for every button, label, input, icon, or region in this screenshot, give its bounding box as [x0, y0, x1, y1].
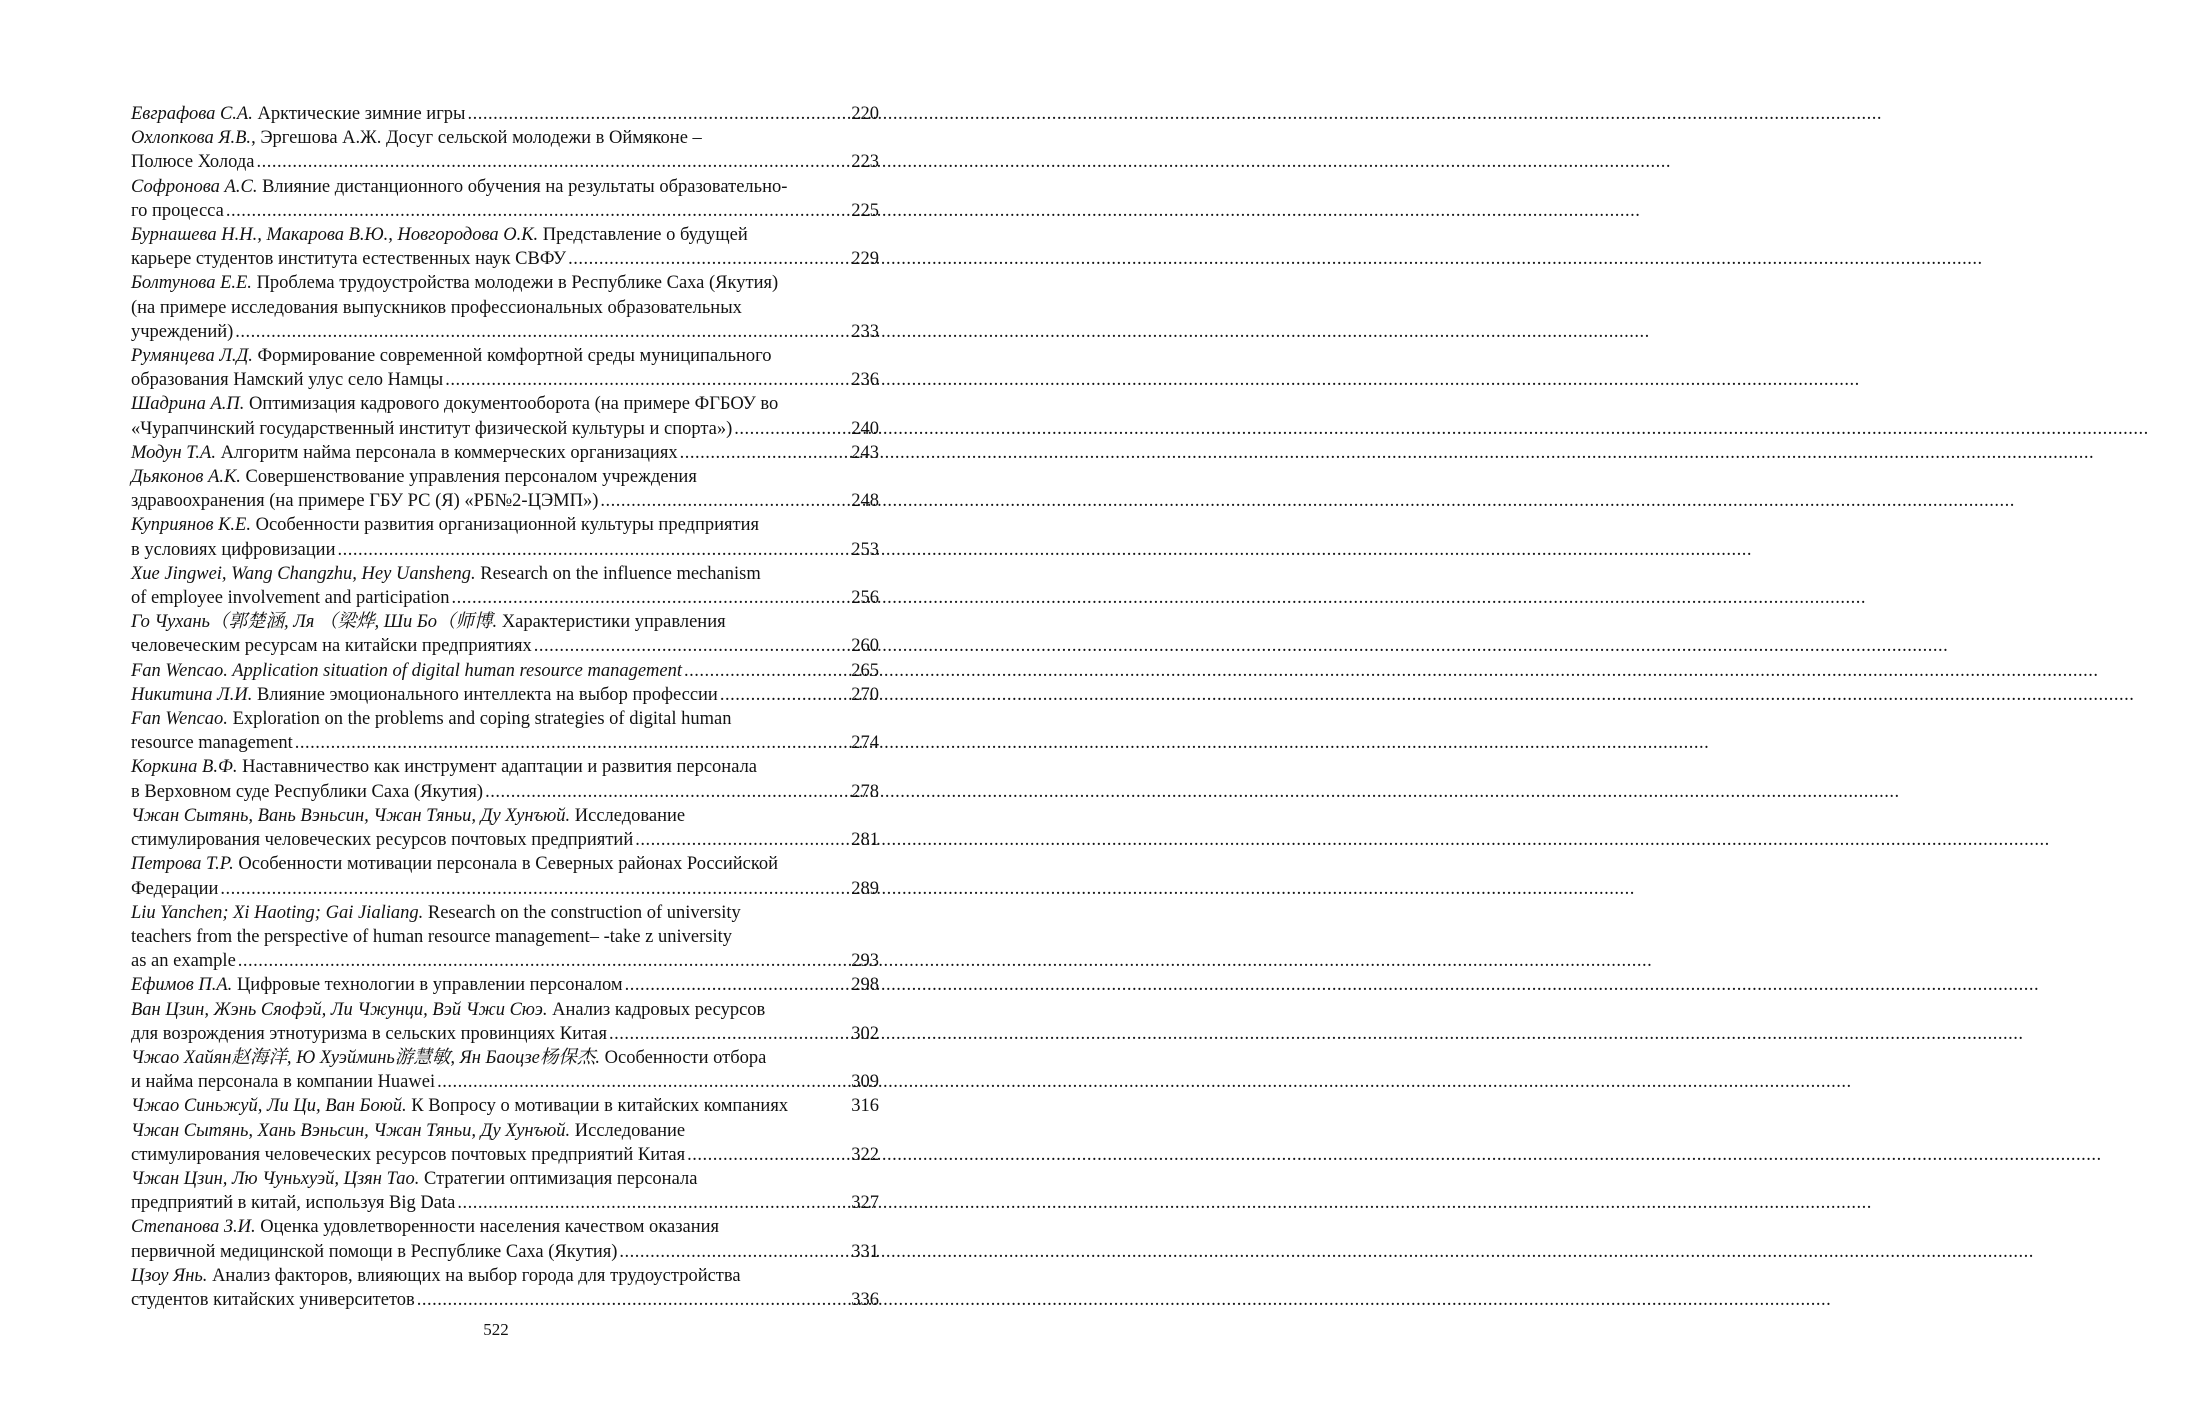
toc-entry-text: [131, 634, 532, 658]
toc-entry-authors: Модун Т.А.: [131, 442, 216, 463]
toc-entry-title: Арктические зимние игры: [252, 104, 466, 124]
toc-entry-title: (на примере исследования выпускников профессиональных образовательных: [131, 297, 742, 318]
toc-entry-last-line: [131, 634, 879, 658]
dot-leader: [337, 538, 849, 562]
dot-leader: [295, 731, 849, 755]
toc-entry-authors: Xue Jingwei, Wang Changzhu, Hey Uansheng.: [131, 563, 476, 584]
toc-entry-title: студентов китайских университетов: [131, 1289, 415, 1310]
toc-entry-title: Research on the influence mechanism: [475, 563, 761, 584]
toc-entry-text: [131, 1288, 415, 1312]
dot-leader: [467, 102, 849, 126]
dot-leader: [457, 1191, 849, 1215]
toc-entry-last-line: [131, 538, 879, 562]
toc-entry-page: 293: [851, 951, 879, 972]
toc-entry-authors: Шадрина А.П.: [131, 394, 245, 415]
table-of-contents: [131, 102, 879, 1312]
dot-leader: [635, 828, 849, 852]
dot-leader: [734, 417, 849, 441]
toc-entry-text: [131, 1143, 685, 1167]
toc-entry: [131, 126, 879, 174]
toc-entry-page: 253: [851, 539, 879, 560]
toc-entry-authors: Чжан Сытянь, Хань Вэньсин, Чжан Тяньи, Ду Хунъюй.: [131, 1120, 571, 1141]
toc-entry-title: первичной медицинской помощи в Республике Саха (Якутия): [131, 1241, 618, 1262]
toc-entry-authors: Liu Yanchen; Xi Haoting; Gai Jialiang.: [131, 902, 424, 923]
toc-entry-title: Особенности отбора: [600, 1047, 767, 1068]
toc-entry-title: Особенности мотивации персонала в Северных районах Российской: [233, 854, 779, 875]
toc-entry-page: 248: [851, 491, 879, 512]
toc-entry-title: Цифровые технологии в управлении персоналом: [232, 975, 623, 996]
toc-entry-last-line: [131, 683, 879, 707]
toc-entry-title: of employee involvement and participation: [131, 588, 450, 609]
toc-entry-title: в условиях цифровизации: [131, 539, 336, 560]
toc-entry-authors: Никитина Л.И.: [131, 684, 253, 705]
toc-entry-last-line: [131, 877, 879, 901]
toc-entry-text: [131, 320, 233, 344]
toc-entry-page: 240: [851, 418, 879, 439]
toc-entry-last-line: [131, 1094, 879, 1118]
toc-entry-last-line: [131, 150, 879, 174]
toc-entry-text: [131, 417, 732, 441]
toc-entry-authors: Охлопкова Я.В.: [131, 128, 252, 149]
toc-entry-page: 302: [851, 1023, 879, 1044]
dot-leader: [226, 199, 849, 223]
toc-entry-line: [131, 1215, 879, 1239]
toc-entry-page: 309: [851, 1072, 879, 1093]
toc-entry-title: К Вопросу о мотивации в китайских компаниях: [406, 1096, 789, 1117]
toc-entry-page: 289: [851, 878, 879, 899]
toc-entry-line: [131, 1264, 879, 1288]
toc-entry-title: Наставничество как инструмент адаптации и развития персонала: [237, 757, 758, 778]
dot-leader: [720, 683, 849, 707]
toc-entry-authors: Ефимов П.А.: [131, 975, 233, 996]
toc-entry-page: 298: [851, 975, 879, 996]
toc-entry: [131, 683, 879, 707]
toc-entry: [131, 755, 879, 803]
toc-entry: [131, 1215, 879, 1263]
toc-entry-text: [131, 1240, 617, 1264]
dot-leader: [445, 368, 849, 392]
toc-entry-title: teachers from the perspective of human resource management– -take z university: [131, 926, 732, 947]
toc-entry: [131, 610, 879, 658]
toc-entry-page: 233: [851, 321, 879, 342]
dot-leader: [238, 949, 849, 973]
toc-entry-title: Проблема трудоустройства молодежи в Республике Саха (Якутия): [251, 273, 779, 294]
toc-entry: [131, 973, 879, 997]
toc-entry-page: 336: [851, 1289, 879, 1310]
toc-entry-last-line: [131, 780, 879, 804]
toc-entry-page: 327: [851, 1193, 879, 1214]
toc-entry-title: Особенности развития организационной культуры предприятия: [250, 515, 760, 536]
toc-entry-title: в Верховном суде Республики Саха (Якутия): [131, 781, 484, 802]
toc-entry-title: учреждений): [131, 321, 234, 342]
toc-entry-line: [131, 175, 879, 199]
toc-entry-text: [131, 1070, 435, 1094]
toc-entry-last-line: [131, 417, 879, 441]
toc-entry-title: образования Намский улус село Намцы: [131, 370, 444, 391]
toc-entry-authors: Коркина В.Ф.: [131, 757, 238, 778]
toc-entry-page: 331: [851, 1241, 879, 1262]
toc-entry-last-line: [131, 1288, 879, 1312]
toc-entry-title: стимулирования человеческих ресурсов почтовых предприятий Китая: [131, 1144, 686, 1165]
toc-entry: [131, 804, 879, 852]
toc-entry-last-line: [131, 1070, 879, 1094]
toc-entry: [131, 852, 879, 900]
toc-entry: [131, 513, 879, 561]
toc-entry-last-line: [131, 973, 879, 997]
toc-entry: [131, 271, 879, 344]
toc-entry-title: Исследование: [570, 805, 686, 826]
toc-entry-text: [131, 683, 718, 707]
toc-entry-title: для возрождения этнотуризма в сельских провинциях Китая: [131, 1023, 608, 1044]
toc-entry-text: [131, 828, 633, 852]
toc-entry-title: и найма персонала в компании Huawei: [131, 1072, 436, 1093]
toc-entry: [131, 392, 879, 440]
toc-entry-text: [131, 102, 465, 126]
toc-entry-last-line: [131, 586, 879, 610]
toc-entry-page: 260: [851, 636, 879, 657]
dot-leader: [600, 489, 849, 513]
toc-entry-title: Совершенствование управления персоналом учреждения: [240, 467, 697, 488]
toc-entry-page: 316: [851, 1096, 879, 1117]
toc-entry: [131, 901, 879, 974]
dot-leader: [568, 247, 849, 271]
toc-entry-title: Анализ кадровых ресурсов: [547, 999, 766, 1020]
toc-entry-title: , Эргешова А.Ж. Досуг сельской молодежи в Оймяконе –: [251, 128, 702, 149]
dot-leader: [619, 1240, 849, 1264]
toc-entry-authors: Румянцева Л.Д.: [131, 346, 253, 367]
toc-entry-page: 281: [851, 830, 879, 851]
dot-leader: [625, 973, 850, 997]
toc-entry-title: Стратегии оптимизация персонала: [419, 1168, 698, 1189]
toc-entry: [131, 175, 879, 223]
dot-leader: [256, 150, 849, 174]
toc-entry-last-line: [131, 368, 879, 392]
toc-entry-page: 220: [851, 104, 879, 124]
dot-leader: [609, 1022, 849, 1046]
toc-entry-authors: Чжао Хайян赵海洋, Ю Хуэйминь游慧敏, Ян Баоцзе杨保杰.: [131, 1047, 600, 1068]
toc-entry-title: го процесса: [131, 200, 224, 221]
toc-entry: [131, 1094, 879, 1118]
toc-entry-last-line: [131, 828, 879, 852]
toc-entry-authors: Софронова А.С.: [131, 176, 258, 197]
toc-entry-line: [131, 344, 879, 368]
dot-leader: [485, 780, 849, 804]
toc-entry-text: [131, 586, 450, 610]
toc-entry-text: [131, 1191, 455, 1215]
toc-entry-authors: Ван Цзин, Жэнь Сяофэй, Ли Чжунци, Вэй Чжи Сюэ.: [131, 999, 548, 1020]
toc-entry-page: 278: [851, 781, 879, 802]
dot-leader: [687, 1143, 849, 1167]
toc-entry: [131, 1046, 879, 1094]
toc-entry-authors: Чжан Сытянь, Вань Вэньсин, Чжан Тяньи, Ду Хунъюй.: [131, 805, 571, 826]
toc-entry: [131, 102, 879, 126]
toc-entry-page: 223: [851, 152, 879, 173]
toc-entry-title: Влияние эмоционального интеллекта на выбор профессии: [252, 684, 718, 705]
toc-entry: [131, 465, 879, 513]
toc-entry-last-line: [131, 1022, 879, 1046]
toc-entry: [131, 441, 879, 465]
toc-entry-title: Анализ факторов, влияющих на выбор города для трудоустройства: [207, 1265, 741, 1286]
toc-entry: [131, 707, 879, 755]
toc-entry-last-line: [131, 1143, 879, 1167]
toc-entry-last-line: [131, 659, 879, 683]
toc-entry-page: 322: [851, 1144, 879, 1165]
toc-entry-title: Exploration on the problems and coping strategies of digital human: [227, 709, 732, 730]
toc-entry-title: Представление о будущей: [538, 225, 748, 246]
toc-entry-title: «Чурапчинский государственный институт физической культуры и спорта»): [131, 418, 733, 439]
toc-entry-title: стимулирования человеческих ресурсов почтовых предприятий: [131, 830, 634, 851]
toc-entry-title: предприятий в китай, используя Big Data: [131, 1193, 456, 1214]
toc-entry-last-line: [131, 102, 879, 126]
toc-entry-title: здравоохранения (на примере ГБУ РС (Я) «РБ№2-ЦЭМП»): [131, 491, 599, 512]
toc-entry-text: [131, 368, 443, 392]
toc-entry-last-line: [131, 731, 879, 755]
toc-entry-line: [131, 925, 879, 949]
toc-entry-page: 229: [851, 249, 879, 270]
toc-entry-title: Влияние дистанционного обучения на результаты образовательно-: [257, 176, 788, 197]
toc-entry-page: 243: [851, 442, 879, 463]
toc-entry: [131, 998, 879, 1046]
toc-entry-title: Алгоритм найма персонала в коммерческих организациях: [215, 442, 678, 463]
toc-entry-last-line: [131, 441, 879, 465]
toc-entry-title: as an example: [131, 951, 236, 972]
toc-entry-authors: Fan Wencao.: [131, 709, 228, 730]
toc-entry-text: [131, 538, 335, 562]
toc-entry-text: [131, 877, 218, 901]
toc-entry-authors: Степанова З.И.: [131, 1217, 256, 1238]
toc-entry-line: [131, 271, 879, 295]
dot-leader: [684, 659, 849, 683]
toc-entry-page: 265: [851, 660, 879, 681]
toc-entry-text: [131, 949, 236, 973]
toc-entry-page: 270: [851, 684, 879, 705]
toc-entry-last-line: [131, 1191, 879, 1215]
toc-entry-authors: Петрова Т.Р.: [131, 854, 234, 875]
toc-entry-line: [131, 562, 879, 586]
document-page: [0, 0, 992, 1417]
toc-entry-last-line: [131, 320, 879, 344]
toc-entry-last-line: [131, 489, 879, 513]
toc-entry: [131, 659, 879, 683]
toc-entry-line: [131, 998, 879, 1022]
toc-entry-text: [131, 489, 598, 513]
page-number: 522: [483, 1320, 509, 1339]
toc-entry-line: [131, 755, 879, 779]
toc-entry: [131, 562, 879, 610]
dot-leader: [417, 1288, 849, 1312]
toc-entry-text: [131, 659, 682, 683]
toc-entry-title: Оценка удовлетворенности населения качеством оказания: [255, 1217, 720, 1238]
toc-entry-title: человеческим ресурсам на китайски предприятиях: [131, 636, 532, 657]
toc-entry-text: [131, 973, 623, 997]
toc-entry-line: [131, 392, 879, 416]
toc-entry-last-line: [131, 1240, 879, 1264]
toc-entry-line: [131, 1167, 879, 1191]
toc-entry-line: [131, 610, 879, 634]
toc-entry-authors: Fan Wencao. Application situation of digital human resource management: [131, 660, 683, 681]
toc-entry-last-line: [131, 199, 879, 223]
toc-entry-title: resource management: [131, 733, 293, 754]
toc-entry-line: [131, 804, 879, 828]
toc-entry-authors: Цзоу Янь.: [131, 1265, 208, 1286]
toc-entry-page: 274: [851, 733, 879, 754]
toc-entry-title: Research on the construction of university: [423, 902, 741, 923]
toc-entry-title: Исследование: [570, 1120, 686, 1141]
toc-entry-last-line: [131, 949, 879, 973]
toc-entry-line: [131, 1119, 879, 1143]
toc-entry-title: Характеристики управления: [497, 612, 726, 633]
toc-entry-line: [131, 223, 879, 247]
toc-entry-authors: Чжао Синьжуй, Ли Ци, Ван Боюй.: [131, 1096, 407, 1117]
toc-entry-line: [131, 465, 879, 489]
toc-entry-text: [131, 780, 483, 804]
toc-entry-text: [131, 1094, 788, 1118]
dot-leader: [220, 877, 849, 901]
dot-leader: [534, 634, 849, 658]
dot-leader: [452, 586, 850, 610]
toc-entry: [131, 1119, 879, 1167]
toc-entry-authors: Го Чухань（郭楚涵, Ля （梁烨, Ши Бо（师博.: [131, 612, 498, 633]
toc-entry-text: [131, 150, 254, 174]
toc-entry: [131, 1264, 879, 1312]
toc-entry-line: [131, 296, 879, 320]
toc-entry-title: Федерации: [131, 878, 219, 899]
toc-entry: [131, 1167, 879, 1215]
toc-entry-title: карьере студентов института естественных наук СВФУ: [131, 249, 567, 270]
toc-entry-title: Полюсе Холода: [131, 152, 255, 173]
toc-entry-line: [131, 1046, 879, 1070]
dot-leader: [235, 320, 849, 344]
toc-entry: [131, 344, 879, 392]
dot-leader: [680, 441, 850, 465]
toc-entry-authors: Бурнашева Н.Н., Макарова В.Ю., Новгородова О.К.: [131, 225, 539, 246]
toc-entry-title: Формирование современной комфортной среды муниципального: [252, 346, 772, 367]
toc-entry-line: [131, 901, 879, 925]
dot-leader: [437, 1070, 849, 1094]
toc-entry-authors: Куприянов К.Е.: [131, 515, 251, 536]
toc-entry-text: [131, 247, 566, 271]
toc-entry-line: [131, 126, 879, 150]
toc-entry-authors: Болтунова Е.Е.: [131, 273, 252, 294]
toc-entry-page: 236: [851, 370, 879, 391]
toc-entry-authors: Чжан Цзин, Лю Чуньхуэй, Цзян Тао.: [131, 1168, 420, 1189]
toc-entry-line: [131, 513, 879, 537]
toc-entry-page: 225: [851, 200, 879, 221]
toc-entry-text: [131, 731, 293, 755]
toc-entry-line: [131, 852, 879, 876]
toc-entry-line: [131, 707, 879, 731]
toc-entry-title: Оптимизация кадрового документооборота (на примере ФГБОУ во: [244, 394, 779, 415]
toc-entry: [131, 223, 879, 271]
toc-entry-authors: Дьяконов А.К.: [131, 467, 241, 488]
toc-entry-text: [131, 199, 224, 223]
toc-entry-text: [131, 1022, 607, 1046]
toc-entry-page: 256: [851, 588, 879, 609]
toc-entry-last-line: [131, 247, 879, 271]
toc-entry-text: [131, 441, 678, 465]
toc-entry-authors: Евграфова С.А.: [131, 104, 253, 124]
